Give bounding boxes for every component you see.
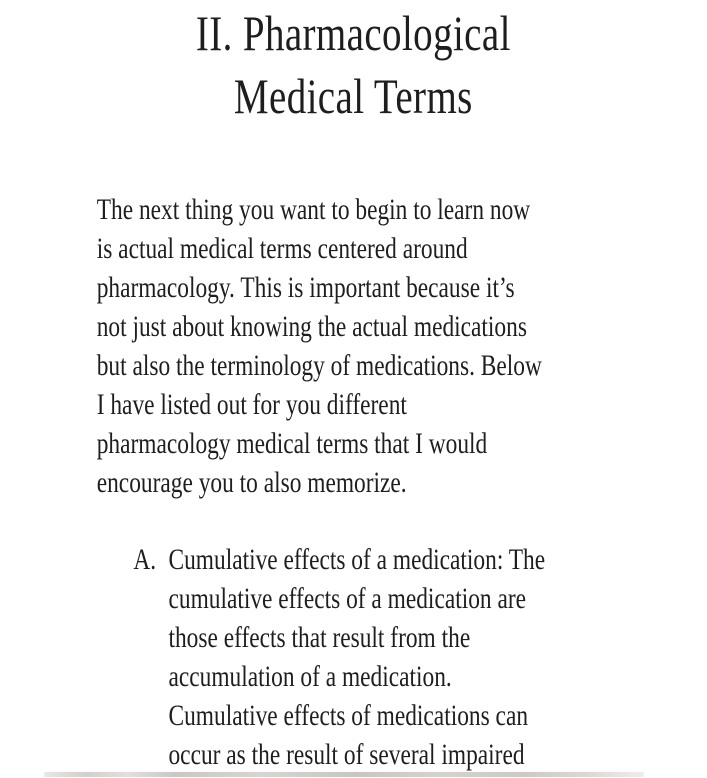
list-item-a-text <box>168 540 545 774</box>
paragraph-line: The next thing you want to begin to learn now <box>96 193 531 226</box>
paragraph-line: but also the terminology of medications. Below <box>96 349 542 382</box>
section-title-line2: Medical Terms <box>233 68 473 124</box>
paragraph-line: pharmacology. This is important because it’s <box>96 271 515 304</box>
paragraph-line: pharmacology medical terms that I would <box>96 427 488 460</box>
list-item-a-line: occur as the result of several impaired <box>168 738 525 771</box>
paragraph-line: I have listed out for you different <box>96 388 407 421</box>
list-item-a-line: accumulation of a medication. <box>168 660 452 693</box>
list-item-a <box>133 540 706 774</box>
section-title-line1: II. Pharmacological <box>195 5 511 61</box>
section-title <box>0 0 707 128</box>
list-item-a-line: Cumulative effects of medications can <box>168 699 529 732</box>
list-item-a-line: those effects that result from the <box>168 621 471 654</box>
intro-paragraph <box>97 190 707 502</box>
list-item-a-line: Cumulative effects of a medication: The <box>168 543 546 576</box>
next-line-cutoff-band <box>44 772 644 777</box>
list-item-a-marker: A. <box>133 543 157 576</box>
list-item-a-line: cumulative effects of a medication are <box>168 582 527 615</box>
paragraph-line: not just about knowing the actual medications <box>96 310 527 343</box>
paragraph-line: is actual medical terms centered around <box>96 232 468 265</box>
paragraph-line: encourage you to also memorize. <box>96 466 407 499</box>
